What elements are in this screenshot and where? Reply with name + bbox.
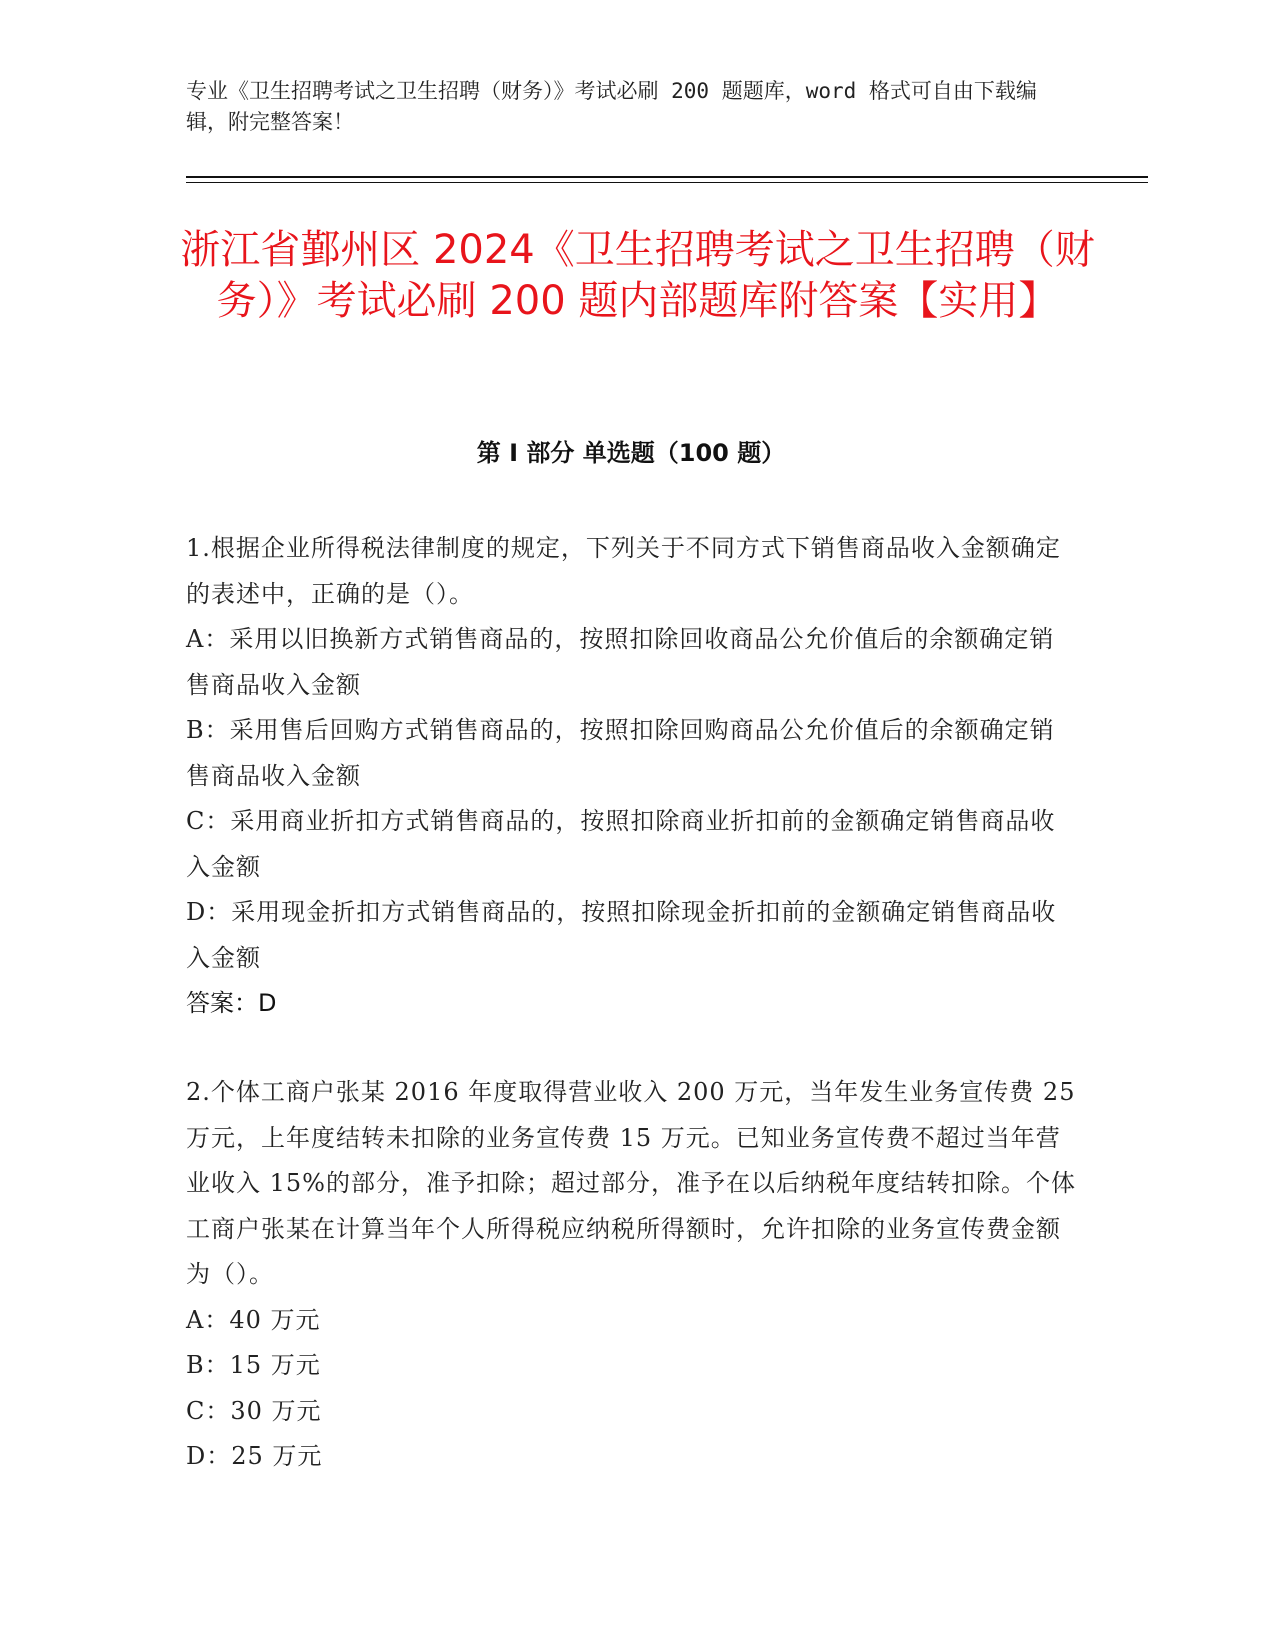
- answer: 答案：D: [186, 989, 277, 1017]
- option-c: C：30 万元: [186, 1396, 322, 1425]
- question-1: [186, 526, 1076, 1027]
- section-title: 第 I 部分 单选题（100 题）: [476, 439, 786, 467]
- header-rule-thick: [186, 176, 1148, 178]
- option-d: D：采用现金折扣方式销售商品的，按照扣除现金折扣前的金额确定销售商品收入金额: [186, 898, 1057, 972]
- question-stem: 2.个体工商户张某 2016 年度取得营业收入 200 万元，当年发生业务宣传费 25 万元，上年度结转未扣除的业务宣传费 15 万元。已知业务宣传费不超过当年营业收入 15%的部分，准予扣除；超过部分，准予在以后纳税年度结转扣除。个体工商户张某在计算当年个人所得税应纳税所得额时，允许扣除的业务宣传费金额为（）。: [186, 1078, 1076, 1288]
- option-c: C：采用商业折扣方式销售商品的，按照扣除商业折扣前的金额确定销售商品收入金额: [186, 807, 1056, 881]
- header-rule-thin: [186, 182, 1148, 183]
- option-a: A：40 万元: [186, 1305, 321, 1334]
- document-title: 浙江省鄞州区 2024《卫生招聘考试之卫生招聘（财务）》考试必刷 200 题内部题库附答案【实用】: [180, 227, 1095, 324]
- option-b: B：采用售后回购方式销售商品的，按照扣除回购商品公允价值后的余额确定销售商品收入金额: [186, 716, 1055, 790]
- option-b: B：15 万元: [186, 1351, 321, 1379]
- question-stem: 1.根据企业所得税法律制度的规定，下列关于不同方式下销售商品收入金额确定的表述中，正确的是（）。: [186, 534, 1061, 608]
- option-a: A：采用以旧换新方式销售商品的，按照扣除回收商品公允价值后的余额确定销售商品收入金额: [186, 625, 1055, 699]
- option-d: D：25 万元: [186, 1442, 323, 1470]
- header-note: 专业《卫生招聘考试之卫生招聘（财务）》考试必刷 200 题题库，word 格式可自由下载编辑，附完整答案！: [186, 79, 1037, 134]
- question-2: [186, 1070, 1076, 1480]
